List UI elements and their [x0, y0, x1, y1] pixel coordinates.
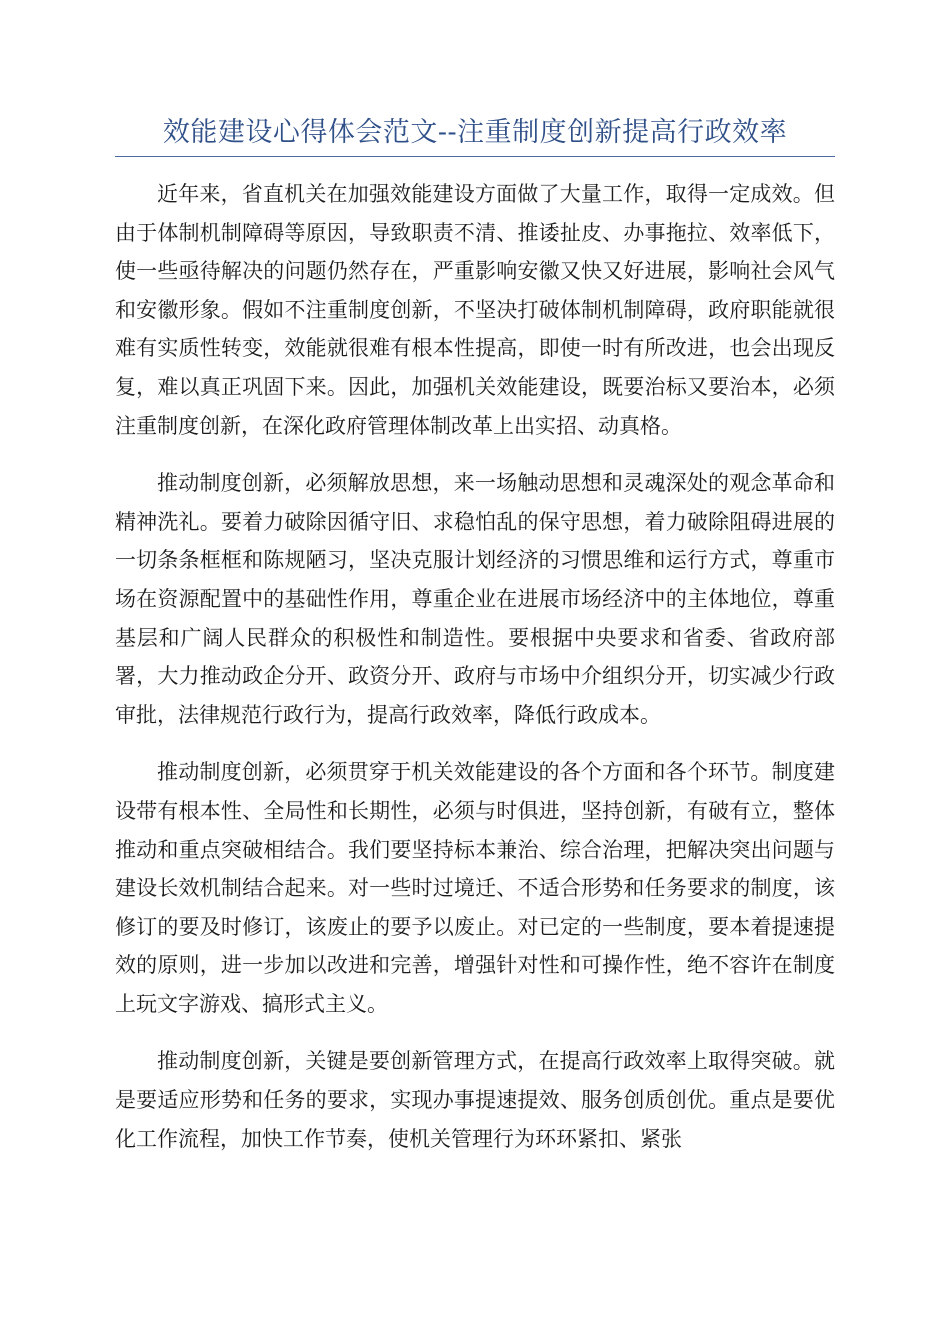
- title-underline: [115, 156, 835, 157]
- paragraph-3: 推动制度创新，必须贯穿于机关效能建设的各个方面和各个环节。制度建设带有根本性、全局性和长期性，必须与时俱进，坚持创新，有破有立，整体推动和重点突破相结合。我们要坚持标本兼治、综合治理，把解决突出问题与建设长效机制结合起来。对一些时过境迁、不适合形势和任务要求的制度，该修订的要及时修订，该废止的要予以废止。对已定的一些制度，要本着提速提效的原则，进一步加以改进和完善，增强针对性和可操作性，绝不容许在制度上玩文字游戏、搞形式主义。: [115, 760, 835, 1016]
- paragraph-4: 推动制度创新，关键是要创新管理方式，在提高行政效率上取得突破。就是要适应形势和任务的要求，实现办事提速提效、服务创质创优。重点是要优化工作流程，加快工作节奏，使机关管理行为环环紧扣、紧张: [115, 1049, 835, 1151]
- document-page: [115, 110, 835, 1177]
- document-title: 效能建设心得体会范文--注重制度创新提高行政效率: [162, 117, 788, 148]
- paragraph-2: 推动制度创新，必须解放思想，来一场触动思想和灵魂深处的观念革命和精神洗礼。要着力破除因循守旧、求稳怕乱的保守思想，着力破除阻碍进展的一切条条框框和陈规陋习，坚决克服计划经济的习惯思维和运行方式，尊重市场在资源配置中的基础性作用，尊重企业在进展市场经济中的主体地位，尊重基层和广阔人民群众的积极性和制造性。要根据中央要求和省委、省政府部署，大力推动政企分开、政资分开、政府与市场中介组织分开，切实减少行政审批，法律规范行政行为，提高行政效率，降低行政成本。: [115, 471, 835, 727]
- paragraph-1: 近年来，省直机关在加强效能建设方面做了大量工作，取得一定成效。但由于体制机制障碍等原因，导致职责不清、推诿扯皮、办事拖拉、效率低下，使一些亟待解决的问题仍然存在，严重影响安徽又快又好进展，影响社会风气和安徽形象。假如不注重制度创新，不坚决打破体制机制障碍，政府职能就很难有实质性转变，效能就很难有根本性提高，即使一时有所改进，也会出现反复，难以真正巩固下来。因此，加强机关效能建设，既要治标又要治本，必须注重制度创新，在深化政府管理体制改革上出实招、动真格。: [115, 182, 835, 438]
